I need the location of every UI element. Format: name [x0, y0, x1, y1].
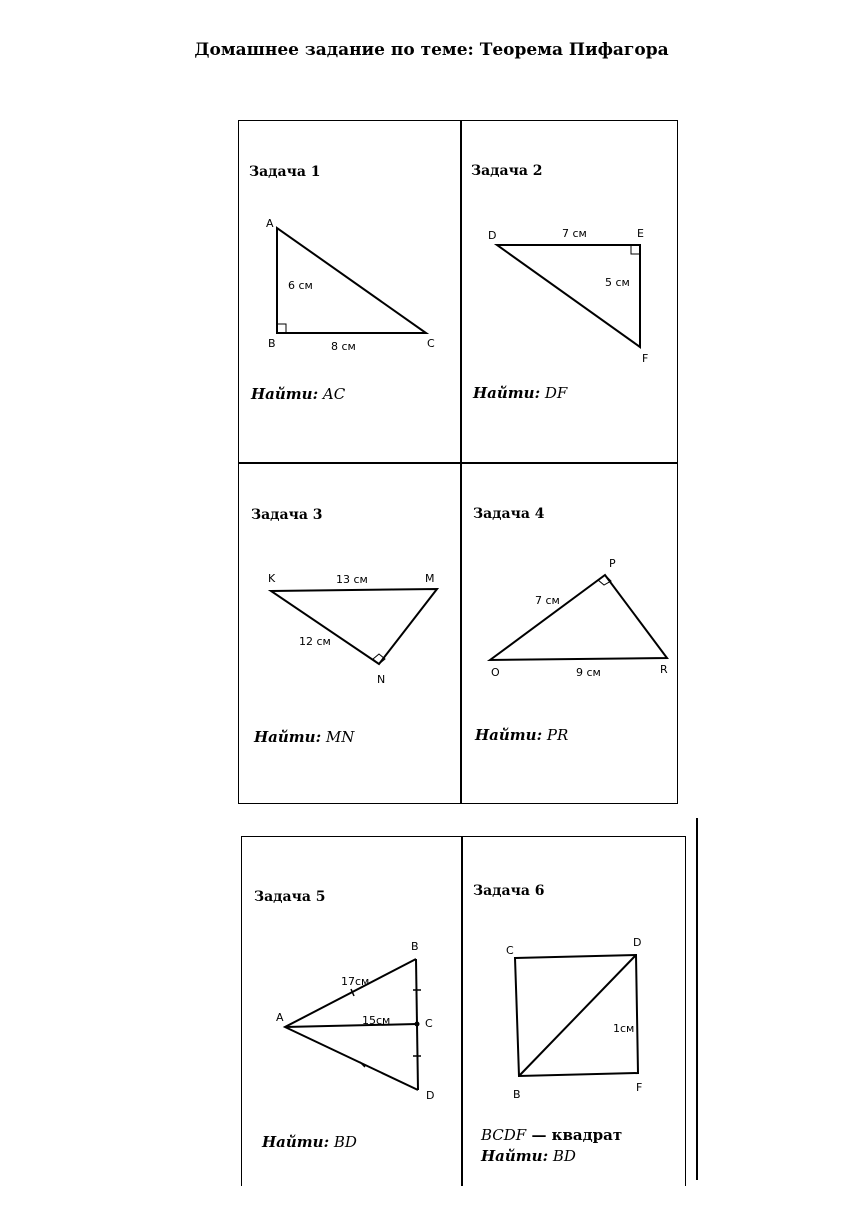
- task-6-find-label: Найти:: [481, 1147, 549, 1165]
- task-2-length-ef: 5 см: [605, 276, 630, 289]
- task-6-find-var: BD: [552, 1147, 576, 1165]
- task-6-diagonal-bd: [519, 955, 636, 1076]
- task-6-point-d: D: [633, 936, 642, 949]
- task-3-point-m: M: [425, 572, 435, 585]
- task-3-title: Задача 3: [251, 507, 323, 523]
- task-6-point-f: F: [636, 1081, 643, 1094]
- task-6-title: Задача 6: [473, 883, 545, 899]
- task-5-point-d: D: [426, 1089, 435, 1102]
- page-title: Домашнее задание по теме: Теорема Пифагора: [194, 40, 669, 60]
- task-5-point-c-dot: [415, 1022, 420, 1027]
- task-1-point-b: B: [268, 337, 276, 350]
- task-1-length-ab: 6 см: [288, 279, 313, 292]
- task-6-point-c: C: [506, 944, 514, 957]
- task-5-point-c: C: [425, 1017, 433, 1030]
- task-2-point-f: F: [642, 352, 649, 365]
- task-1-point-a: A: [266, 217, 274, 230]
- task-1-length-bc: 8 см: [331, 340, 356, 353]
- task-4-length-op: 7 см: [535, 594, 560, 607]
- task-2-point-e: E: [637, 227, 644, 240]
- task-4-length-or: 9 см: [576, 666, 601, 679]
- task-5-length-ab: 17см: [341, 975, 370, 988]
- task-5-median-ac: [285, 1024, 417, 1027]
- task-5-point-a: A: [276, 1011, 284, 1024]
- task-3-find-label: Найти:: [254, 728, 322, 746]
- task-4-triangle: [490, 575, 667, 660]
- task-4-point-r: R: [660, 663, 668, 676]
- task-4-find-var: PR: [546, 726, 569, 744]
- task-2-point-d: D: [488, 229, 497, 242]
- task-1-title: Задача 1: [249, 164, 321, 180]
- task-2-triangle: [497, 245, 640, 347]
- task-2-title: Задача 2: [471, 163, 543, 179]
- task-2-find-var: DF: [544, 384, 568, 402]
- task-6-point-b: B: [513, 1088, 521, 1101]
- task-2-length-de: 7 см: [562, 227, 587, 240]
- task-6-condition-text: — квадрат: [526, 1126, 623, 1144]
- task-3-point-k: K: [268, 572, 276, 585]
- task-5-title: Задача 5: [254, 889, 326, 905]
- task-4-find-label: Найти:: [475, 726, 543, 744]
- task-1-point-c: C: [427, 337, 435, 350]
- task-6-condition-var: BCDF: [481, 1126, 527, 1144]
- task-1-find-var: AC: [322, 385, 346, 403]
- task-4-point-o: O: [491, 666, 500, 679]
- task-6-length-df: 1см: [613, 1022, 635, 1035]
- task-1-right-angle-mark: [277, 324, 286, 333]
- task-5-find-var: BD: [333, 1133, 357, 1151]
- task-3-length-km: 13 см: [336, 573, 368, 586]
- task-3-length-kn: 12 см: [299, 635, 331, 648]
- task-4-title: Задача 4: [473, 506, 545, 522]
- task-3-find-var: MN: [325, 728, 355, 746]
- task-5-length-ac: 15см: [362, 1014, 391, 1027]
- task-3-triangle: [271, 589, 437, 664]
- task-1-find-label: Найти:: [251, 385, 319, 403]
- task-5-find-label: Найти:: [262, 1133, 330, 1151]
- task-5-point-b: B: [411, 940, 419, 953]
- task-4-point-p: P: [609, 557, 616, 570]
- task-3-point-n: N: [377, 673, 386, 686]
- task-2-find-label: Найти:: [473, 384, 541, 402]
- task-2-right-angle-mark: [631, 245, 640, 254]
